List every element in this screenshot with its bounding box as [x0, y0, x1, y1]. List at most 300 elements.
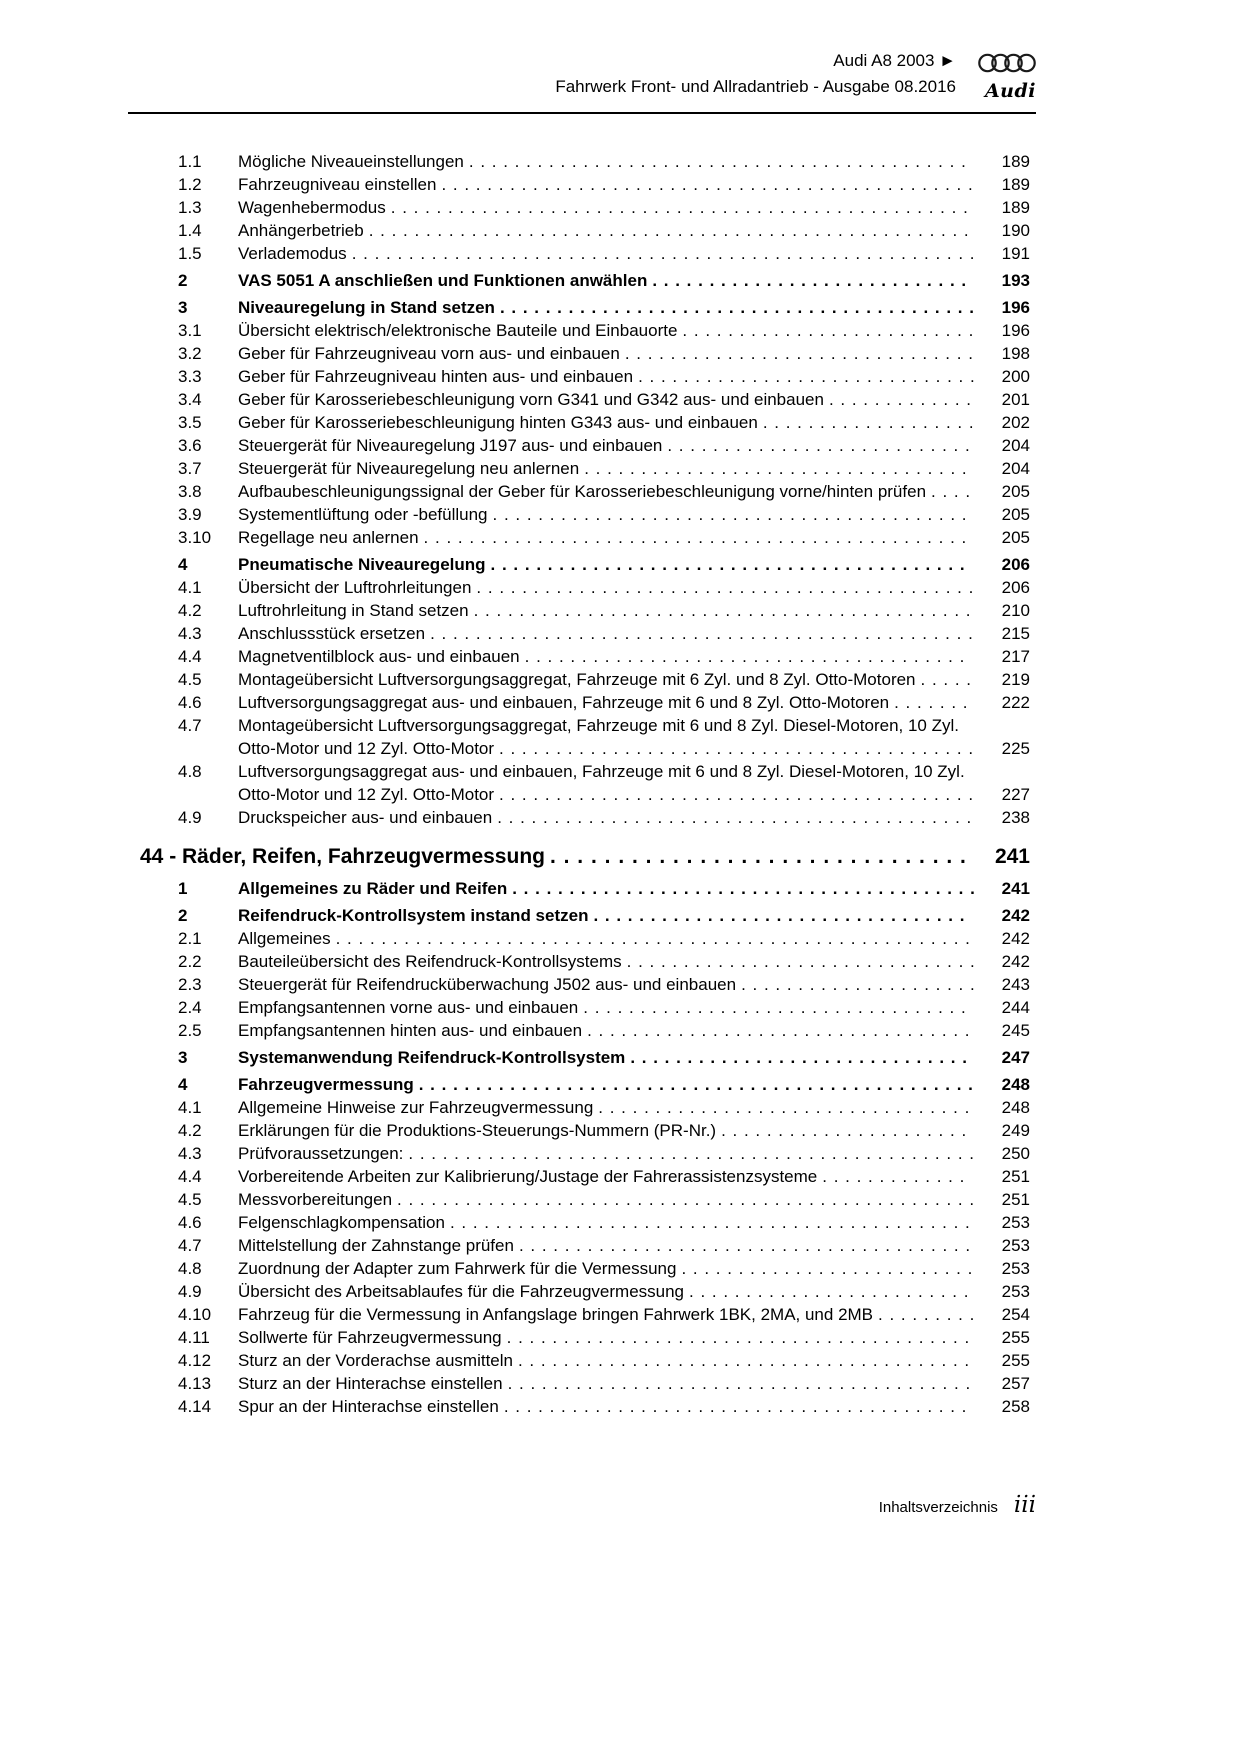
header-divider	[128, 112, 1036, 114]
toc-entry-number: 4.1	[178, 1098, 202, 1117]
toc-entry	[178, 196, 1030, 219]
toc-entry-title: Montageübersicht Luftversorgungsaggregat, Fahrzeuge mit 6 und 8 Zyl. Diesel-Motoren, 10 Zyl. Otto-Motor und 12 Zyl. Otto-Motor	[238, 716, 959, 758]
dot-leader: . . . . . . . . . . . . . . . . . . . . . . . . . . . . . . . . . . . . . . . . .	[506, 1328, 971, 1347]
toc-entry-page: 255	[1001, 1351, 1030, 1370]
toc-entry	[178, 1019, 1030, 1042]
toc-entry-page: 204	[1001, 459, 1030, 478]
toc-entry	[178, 668, 1030, 691]
toc-entry-body	[238, 668, 976, 691]
toc-entry-title: Empfangsantennen hinten aus- und einbauen	[238, 1021, 583, 1040]
toc-entry-title: Erklärungen für die Produktions-Steuerungs-Nummern (PR-Nr.)	[238, 1121, 717, 1140]
toc-entry-page: 253	[1001, 1282, 1030, 1301]
toc-entry-page: 205	[1001, 482, 1030, 501]
toc-entry	[178, 480, 1030, 503]
toc-entry-title: Empfangsantennen vorne aus- und einbauen	[238, 998, 579, 1017]
toc-entry-number: 4.11	[178, 1328, 210, 1347]
toc-entry-page: 241	[994, 845, 1030, 868]
dot-leader: . . . . . . . . . . . . . . . . . . . . . . . . . . . . . . . . . . . . . . . . . . . . . . .	[441, 175, 974, 194]
dot-leader: . . . . . . . . . . . . . . . . . . . . . . . . . . . . . . . . . . . . . . . . . . . . . . . .	[423, 528, 968, 547]
toc-entry	[178, 904, 1030, 927]
toc-entry-body	[238, 269, 976, 292]
toc-entry	[178, 1165, 1030, 1188]
toc-entry-title: Mögliche Niveaueinstellungen	[238, 152, 464, 171]
dot-leader: . . . . . . . . . . . . .	[828, 390, 973, 409]
page-header	[128, 48, 1036, 103]
toc-entry-body	[238, 480, 976, 503]
toc-entry	[178, 1073, 1030, 1096]
toc-entry-body	[238, 388, 976, 411]
toc-entry-body	[238, 242, 976, 265]
toc-entry	[140, 843, 1030, 870]
toc-entry-number: 4.3	[178, 1144, 202, 1163]
toc-entry-page: 217	[1001, 647, 1030, 666]
toc-entry-body	[238, 219, 976, 242]
dot-leader: . . . . . . . . .	[878, 1305, 976, 1324]
toc-entry-body	[238, 1019, 976, 1042]
toc-entry-page: 215	[1001, 624, 1030, 643]
toc-entry-page: 257	[1001, 1374, 1030, 1393]
toc-entry-page: 251	[1001, 1167, 1030, 1186]
toc-entry-body	[238, 714, 976, 760]
toc-entry-title: Prüfvoraussetzungen:	[238, 1144, 404, 1163]
toc-entry-page: 202	[1001, 413, 1030, 432]
toc-entry-page: 204	[1001, 436, 1030, 455]
toc-entry-number: 3.5	[178, 413, 202, 432]
toc-entry-body	[238, 1303, 976, 1326]
audi-rings-icon	[978, 52, 1036, 79]
toc-entry-number: 4.7	[178, 716, 202, 735]
dot-leader: . . . . . . . . . . . . . . . . . . . . . . . . . . . . . . . . . . . . . . .	[524, 647, 966, 666]
toc-entry-page: 248	[1001, 1098, 1030, 1117]
toc-entry-number: 1.2	[178, 175, 202, 194]
dot-leader: . . . . . . . . . . . . . . . . . . . . . . . . . .	[681, 1259, 974, 1278]
toc-entry-title: Luftversorgungsaggregat aus- und einbauen, Fahrzeuge mit 6 und 8 Zyl. Diesel-Motoren, 10 Zyl. Otto-Motor und 12 Zyl. Otto-Motor	[238, 762, 965, 804]
toc-entry-page: 242	[1001, 929, 1030, 948]
toc-entry-body	[238, 150, 976, 173]
toc-entry-body	[238, 1372, 976, 1395]
toc-entry-page: 206	[1001, 578, 1030, 597]
toc-entry-number: 3.3	[178, 367, 202, 386]
header-model-line: Audi A8 2003 ►	[833, 51, 956, 70]
toc-entry-page: 190	[1001, 221, 1030, 240]
toc-entry-title: Zuordnung der Adapter zum Fahrwerk für die Vermessung	[238, 1259, 677, 1278]
toc-entry-page: 200	[1001, 367, 1030, 386]
toc-entry-number: 4.5	[178, 1190, 202, 1209]
toc-entry-title: Niveauregelung in Stand setzen	[238, 298, 495, 317]
dot-leader: . . . . . . . . . . . . . . . . . . . . . . . . . . . . . . . . . . . . . . . . . . . .	[473, 601, 972, 620]
toc-entry-body	[238, 760, 976, 806]
toc-entry-body	[238, 457, 976, 480]
toc-entry	[178, 242, 1030, 265]
footer-label: Inhaltsverzeichnis	[878, 1499, 998, 1516]
toc-entry	[178, 760, 1030, 806]
toc-entry-page: 193	[1001, 271, 1030, 290]
toc-entry-body	[238, 1257, 976, 1280]
toc-entry-body	[238, 196, 976, 219]
toc-entry-page: 255	[1001, 1328, 1030, 1347]
toc-entry-title: Geber für Fahrzeugniveau hinten aus- und einbauen	[238, 367, 634, 386]
dot-leader: . . . . . . . . . . . . . . . . . . . . . . . . . . . . . . .	[549, 845, 967, 868]
toc-entry	[178, 576, 1030, 599]
toc-entry	[178, 1395, 1030, 1418]
toc-entry-title: Übersicht des Arbeitsablaufes für die Fahrzeugvermessung	[238, 1282, 685, 1301]
dot-leader: . . . . . . . . . . . . . . . . . . . . . . . . . . . . . . . . . . . . . . . . . .	[497, 808, 973, 827]
table-of-contents	[140, 150, 1030, 1418]
toc-entry-body	[238, 1073, 976, 1096]
dot-leader: . . . . . . . . . . . . . . . . . . . . . . . . . . . . . . . . . . . . . . . . . .	[490, 555, 966, 574]
toc-entry-body	[238, 1234, 976, 1257]
toc-entry-number: 4.6	[178, 693, 202, 712]
dot-leader: . . . . . . . . . . . . . . . . . . . . . . . . .	[689, 1282, 970, 1301]
toc-entry-page: 189	[1001, 198, 1030, 217]
toc-entry-title: Wagenhebermodus	[238, 198, 386, 217]
toc-entry-title: Steuergerät für Niveauregelung neu anlernen	[238, 459, 580, 478]
toc-entry-number: 1.3	[178, 198, 202, 217]
dot-leader: . . . . . . . . . . . . . . . . . . . . . . . . . . . . . . . . . . . . . . . . . . . . . . . . . . .	[397, 1190, 976, 1209]
toc-entry-title: Bauteileübersicht des Reifendruck-Kontrollsystems	[238, 952, 622, 971]
dot-leader: . . . . . . . . . . . . . . . . . . . . . . . . . . . .	[652, 271, 968, 290]
toc-entry-body	[238, 996, 976, 1019]
toc-entry-body	[238, 319, 976, 342]
toc-entry	[178, 1211, 1030, 1234]
toc-entry	[178, 1188, 1030, 1211]
toc-entry-body	[238, 365, 976, 388]
toc-entry	[178, 1257, 1030, 1280]
dot-leader: . . . . . . . . . . . . . . . . . . . . . . . . . . . . . . . . . . . . . . . . . .	[499, 739, 975, 758]
toc-entry-body	[238, 526, 976, 549]
toc-entry-number: 4.2	[178, 601, 202, 620]
toc-entry-number: 1.5	[178, 244, 202, 263]
toc-entry	[178, 1119, 1030, 1142]
toc-entry-page: 245	[1001, 1021, 1030, 1040]
toc-entry-title: Sturz an der Vorderachse ausmitteln	[238, 1351, 513, 1370]
toc-entry-number: 3.10	[178, 528, 212, 547]
toc-entry	[178, 1372, 1030, 1395]
toc-entry-title: Verlademodus	[238, 244, 347, 263]
toc-entry-number: 3.9	[178, 505, 202, 524]
toc-entry-body	[140, 843, 976, 870]
toc-entry-number: 4	[178, 1075, 188, 1094]
dot-leader: . . . . . . . . . . . . . . . . . . . . . . . . . . . . . . . . . .	[587, 1021, 971, 1040]
toc-entry	[178, 1303, 1030, 1326]
toc-entry-page: 242	[1001, 906, 1030, 925]
toc-entry-number: 4.14	[178, 1397, 212, 1416]
toc-entry-body	[238, 927, 976, 950]
toc-entry-number: 3.4	[178, 390, 202, 409]
toc-entry	[178, 411, 1030, 434]
toc-entry	[178, 269, 1030, 292]
dot-leader: . . . . . . . . . . . . . . . . . . . . . . . . . . . . . . . . . . . . . . . . .	[512, 879, 976, 898]
toc-entry-page: 205	[1001, 505, 1030, 524]
toc-entry-body	[238, 1280, 976, 1303]
toc-entry	[178, 973, 1030, 996]
toc-entry	[178, 150, 1030, 173]
toc-entry	[178, 950, 1030, 973]
toc-entry-number: 4.9	[178, 1282, 202, 1301]
toc-entry	[178, 1096, 1030, 1119]
toc-entry	[178, 927, 1030, 950]
dot-leader: . . . . . . . . . . . . . . . . . . . . .	[741, 975, 976, 994]
toc-entry-number: 2.3	[178, 975, 202, 994]
toc-entry-number: 4	[178, 555, 188, 574]
toc-entry-body	[238, 904, 976, 927]
toc-entry-page: 248	[1001, 1075, 1030, 1094]
toc-entry-body	[238, 1188, 976, 1211]
toc-entry-title: Anhängerbetrieb	[238, 221, 364, 240]
toc-entry-body	[238, 296, 976, 319]
dot-leader: . . . . . . . . . . . . . . . . . . . . . . . . . . . . . . . . . . . . . . . . . . . . . . . . .	[418, 1075, 974, 1094]
toc-entry-number: 4.6	[178, 1213, 202, 1232]
toc-entry-title: Übersicht elektrisch/elektronische Bauteile und Einbauorte	[238, 321, 678, 340]
toc-entry-body	[238, 576, 976, 599]
toc-entry-body	[238, 342, 976, 365]
toc-entry-number: 3.7	[178, 459, 202, 478]
toc-entry-page: 189	[1001, 175, 1030, 194]
toc-entry-title: Fahrzeug für die Vermessung in Anfangslage bringen Fahrwerk 1BK, 2MA, und 2MB	[238, 1305, 874, 1324]
toc-entry	[178, 1326, 1030, 1349]
toc-entry-body	[238, 877, 976, 900]
toc-entry-page: 242	[1001, 952, 1030, 971]
toc-entry-page: 254	[1001, 1305, 1030, 1324]
toc-entry	[178, 388, 1030, 411]
dot-leader: . . . . . . . . . . . . . . . . . . . . . . . . . . . . . . . . . . . . . . . . . . . .	[468, 152, 967, 171]
toc-entry-number: 4.4	[178, 1167, 202, 1186]
toc-entry	[178, 691, 1030, 714]
toc-entry	[178, 365, 1030, 388]
page-footer	[128, 1492, 1036, 1518]
toc-entry-page: 198	[1001, 344, 1030, 363]
dot-leader: . . . . . . . . . . . . . . . . . . . . . . . . . . . . . . . . . . . . . . . . .	[503, 1397, 968, 1416]
toc-entry-title: Regellage neu anlernen	[238, 528, 419, 547]
toc-entry	[178, 1234, 1030, 1257]
toc-entry-title: Fahrzeugvermessung	[238, 1075, 414, 1094]
toc-entry-page: 206	[1001, 555, 1030, 574]
toc-entry-number: 2	[178, 906, 188, 925]
dot-leader: . . . . . . . . . . . . . . . . . . . . . . . . . . . . . . .	[626, 952, 976, 971]
toc-entry-page: 191	[1001, 244, 1030, 263]
toc-entry-body	[238, 1349, 976, 1372]
toc-entry-body	[238, 1395, 976, 1418]
toc-entry-title: Mittelstellung der Zahnstange prüfen	[238, 1236, 514, 1255]
toc-entry-body	[238, 173, 976, 196]
toc-entry-page: 243	[1001, 975, 1030, 994]
audi-wordmark: Audi	[984, 80, 1036, 102]
toc-entry-title: Montageübersicht Luftversorgungsaggregat, Fahrzeuge mit 6 Zyl. und 8 Zyl. Otto-Motoren	[238, 670, 916, 689]
dot-leader: . . . . . . . . . . . . . . . . . . . . . . . . . . . . . . . . . . . . . . . . . . . . . . . . . .	[408, 1144, 975, 1163]
dot-leader: . . . . . . .	[894, 693, 969, 712]
toc-entry-title: Steuergerät für Niveauregelung J197 aus- und einbauen	[238, 436, 663, 455]
toc-entry-page: 196	[1001, 298, 1030, 317]
dot-leader: . . . . . . . . . . . . . . . . . . . . . . . . . . . . . .	[630, 1048, 968, 1067]
toc-entry-page: 227	[1001, 785, 1030, 804]
toc-entry-number: 3	[178, 298, 188, 317]
toc-entry-title: Geber für Fahrzeugniveau vorn aus- und einbauen	[238, 344, 620, 363]
toc-entry-number: 4.8	[178, 762, 202, 781]
toc-entry-body	[238, 1119, 976, 1142]
toc-entry-title: Reifendruck-Kontrollsystem instand setzen	[238, 906, 589, 925]
toc-entry-body	[238, 1046, 976, 1069]
dot-leader: . . . . . . . . . . . . . . . . . . . . . . . . . . . . . . . . . . . . . . . . . .	[499, 785, 975, 804]
dot-leader: . . . . . . . . . . . . . . . . . . . . . . . . . . . . . . . . . . . . . . . . . . . . . .	[449, 1213, 971, 1232]
dot-leader: . . . . . . . . . . . . . . . . . . . . . . . . . . . . . . .	[624, 344, 974, 363]
toc-entry	[178, 877, 1030, 900]
toc-entry-body	[238, 645, 976, 668]
toc-entry-number: 2	[178, 271, 188, 290]
dot-leader: . . . . . . . . . . . . . . . . . . . . . . . . . . . . . . . . . . . . . . . . . . . . . . . . . . .	[390, 198, 969, 217]
toc-entry-title: Systemanwendung Reifendruck-Kontrollsystem	[238, 1048, 626, 1067]
toc-entry-number: 4.8	[178, 1259, 202, 1278]
toc-entry-number: 4.13	[178, 1374, 212, 1393]
toc-entry-page: 247	[1001, 1048, 1030, 1067]
toc-entry	[178, 342, 1030, 365]
toc-entry-page: 253	[1001, 1259, 1030, 1278]
toc-entry-title: VAS 5051 A anschließen und Funktionen anwählen	[238, 271, 648, 290]
toc-entry-title: Pneumatische Niveauregelung	[238, 555, 486, 574]
header-document-title: Fahrwerk Front- und Allradantrieb - Ausgabe 08.2016	[555, 77, 956, 96]
toc-entry-body	[238, 1211, 976, 1234]
toc-entry-number: 4.1	[178, 578, 202, 597]
dot-leader: . . . . . . . . . . . . . . . . . . . . . . . . . . . . . . . . . . . . . . . . . . . . . . . .	[430, 624, 974, 643]
toc-entry-title: Systementlüftung oder -befüllung	[238, 505, 488, 524]
toc-entry-title: Allgemeines	[238, 929, 331, 948]
dot-leader: . . . . .	[920, 670, 973, 689]
toc-entry	[178, 553, 1030, 576]
dot-leader: . . . . . . . . . . . . . . . . . . .	[762, 413, 975, 432]
toc-entry	[178, 1142, 1030, 1165]
toc-entry-number: 4.7	[178, 1236, 202, 1255]
dot-leader: . . . . . . . . . . . . . . . . . . . . . . . . . . . . . . . . . .	[584, 459, 968, 478]
toc-entry-number: 4.9	[178, 808, 202, 827]
toc-entry-number: 4.4	[178, 647, 202, 666]
toc-entry-body	[238, 503, 976, 526]
dot-leader: . . . . . . . . . . . . . . . . . . . . . . . . . . . . . . . . .	[593, 906, 966, 925]
toc-entry	[178, 996, 1030, 1019]
toc-entry-page: 222	[1001, 693, 1030, 712]
toc-entry-page: 258	[1001, 1397, 1030, 1416]
toc-entry-title: Spur an der Hinterachse einstellen	[238, 1397, 499, 1416]
toc-entry-title: Anschlussstück ersetzen	[238, 624, 426, 643]
toc-entry	[178, 296, 1030, 319]
toc-entry-title: Messvorbereitungen	[238, 1190, 393, 1209]
toc-entry-page: 189	[1001, 152, 1030, 171]
footer-page-number: iii	[1013, 1492, 1036, 1518]
header-text	[128, 48, 972, 100]
toc-entry-page: 225	[1001, 739, 1030, 758]
toc-entry-page: 249	[1001, 1121, 1030, 1140]
toc-entry-title: Allgemeine Hinweise zur Fahrzeugvermessung	[238, 1098, 594, 1117]
toc-entry-title: Magnetventilblock aus- und einbauen	[238, 647, 520, 666]
toc-entry	[178, 1046, 1030, 1069]
toc-entry	[178, 457, 1030, 480]
toc-entry-page: 210	[1001, 601, 1030, 620]
toc-entry-body	[238, 411, 976, 434]
toc-entry-page: 196	[1001, 321, 1030, 340]
toc-entry-number: 4.12	[178, 1351, 212, 1370]
toc-entry-title: Steuergerät für Reifendrucküberwachung J502 aus- und einbauen	[238, 975, 737, 994]
dot-leader: . . . . . . . . . . . . . . . . . . . . . . . . . . . . . . . . .	[598, 1098, 971, 1117]
dot-leader: . . . . . . . . . . . . . . . . . . . . . . . . . . .	[667, 436, 971, 455]
toc-entry-number: 2.2	[178, 952, 202, 971]
toc-entry-page: 253	[1001, 1213, 1030, 1232]
toc-entry-number: 1	[178, 879, 188, 898]
toc-entry-body	[238, 950, 976, 973]
toc-entry-page: 251	[1001, 1190, 1030, 1209]
toc-entry-title: Luftrohrleitung in Stand setzen	[238, 601, 469, 620]
toc-entry-body	[238, 599, 976, 622]
toc-entry-page: 201	[1001, 390, 1030, 409]
toc-entry	[178, 526, 1030, 549]
dot-leader: . . . . . . . . . . . . . . . . . . . . . .	[721, 1121, 968, 1140]
toc-entry-number: 3.8	[178, 482, 202, 501]
toc-entry	[178, 173, 1030, 196]
toc-entry-body	[238, 1326, 976, 1349]
toc-entry-number: 4.10	[178, 1305, 212, 1324]
toc-entry-page: 244	[1001, 998, 1030, 1017]
toc-entry-page: 219	[1001, 670, 1030, 689]
dot-leader: . . . . . . . . . . . . .	[822, 1167, 966, 1186]
toc-entry-body	[238, 622, 976, 645]
toc-entry	[178, 806, 1030, 829]
header-logo	[972, 48, 1036, 103]
toc-entry-title: Geber für Karosseriebeschleunigung vorn G341 und G342 aus- und einbauen	[238, 390, 824, 409]
toc-entry-page: 250	[1001, 1144, 1030, 1163]
toc-entry	[178, 599, 1030, 622]
dot-leader: . . . . . . . . . . . . . . . . . . . . . . . . . . . . . . . . . .	[583, 998, 967, 1017]
toc-entry-number: 2.5	[178, 1021, 202, 1040]
toc-entry-body	[238, 1142, 976, 1165]
dot-leader: . . . . . . . . . . . . . . . . . . . . . . . . . . . . . .	[638, 367, 976, 386]
toc-entry-number: 2.1	[178, 929, 202, 948]
toc-entry-body	[238, 553, 976, 576]
toc-entry-number: 3.6	[178, 436, 202, 455]
toc-entry-body	[238, 434, 976, 457]
dot-leader: . . . . . . . . . . . . . . . . . . . . . . . . . . . . . . . . . . . . . . . . .	[507, 1374, 972, 1393]
dot-leader: . . . . . . . . . . . . . . . . . . . . . . . . . . . . . . . . . . . . . . . .	[518, 1236, 972, 1255]
dot-leader: . . . . . . . . . . . . . . . . . . . . . . . . . . . . . . . . . . . . . . . . . .	[492, 505, 968, 524]
dot-leader: . . . . . . . . . . . . . . . . . . . . . . . . . . . . . . . . . . . . . . . . . . . . . . . . . . . . .	[368, 221, 970, 240]
toc-entry-page: 205	[1001, 528, 1030, 547]
toc-entry-body	[238, 691, 976, 714]
toc-entry-page: 238	[1001, 808, 1030, 827]
toc-entry-number: 4.2	[178, 1121, 202, 1140]
toc-entry	[178, 1280, 1030, 1303]
toc-entry-title: Sollwerte für Fahrzeugvermessung	[238, 1328, 502, 1347]
toc-entry-body	[238, 1096, 976, 1119]
dot-leader: . . . . . . . . . . . . . . . . . . . . . . . . . . . . . . . . . . . . . . . .	[517, 1351, 971, 1370]
dot-leader: . . . . . . . . . . . . . . . . . . . . . . . . . .	[682, 321, 975, 340]
dot-leader: . . . . . . . . . . . . . . . . . . . . . . . . . . . . . . . . . . . . . . . . . . . .	[476, 578, 975, 597]
toc-entry-number: 1.1	[178, 152, 202, 171]
toc-entry-title: Sturz an der Hinterachse einstellen	[238, 1374, 503, 1393]
dot-leader: . . . .	[931, 482, 972, 501]
toc-entry-title: Geber für Karosseriebeschleunigung hinten G343 aus- und einbauen	[238, 413, 758, 432]
toc-entry	[178, 434, 1030, 457]
toc-entry-title: Felgenschlagkompensation	[238, 1213, 445, 1232]
dot-leader: . . . . . . . . . . . . . . . . . . . . . . . . . . . . . . . . . . . . . . . . . . . . . . . . . . . . . . .	[351, 244, 976, 263]
toc-entry-title: Übersicht der Luftrohrleitungen	[238, 578, 472, 597]
toc-entry	[178, 503, 1030, 526]
toc-entry-title: Allgemeines zu Räder und Reifen	[238, 879, 508, 898]
toc-entry-body	[238, 806, 976, 829]
toc-entry-title: Druckspeicher aus- und einbauen	[238, 808, 493, 827]
toc-entry-title: Luftversorgungsaggregat aus- und einbauen, Fahrzeuge mit 6 und 8 Zyl. Otto-Motoren	[238, 693, 890, 712]
toc-entry-page: 241	[1001, 879, 1030, 898]
toc-entry	[178, 1349, 1030, 1372]
toc-entry	[178, 714, 1030, 760]
toc-entry-page: 253	[1001, 1236, 1030, 1255]
toc-entry-title: Aufbaubeschleunigungssignal der Geber für Karosseriebeschleunigung vorne/hinten prüfen	[238, 482, 927, 501]
toc-entry-body	[238, 1165, 976, 1188]
